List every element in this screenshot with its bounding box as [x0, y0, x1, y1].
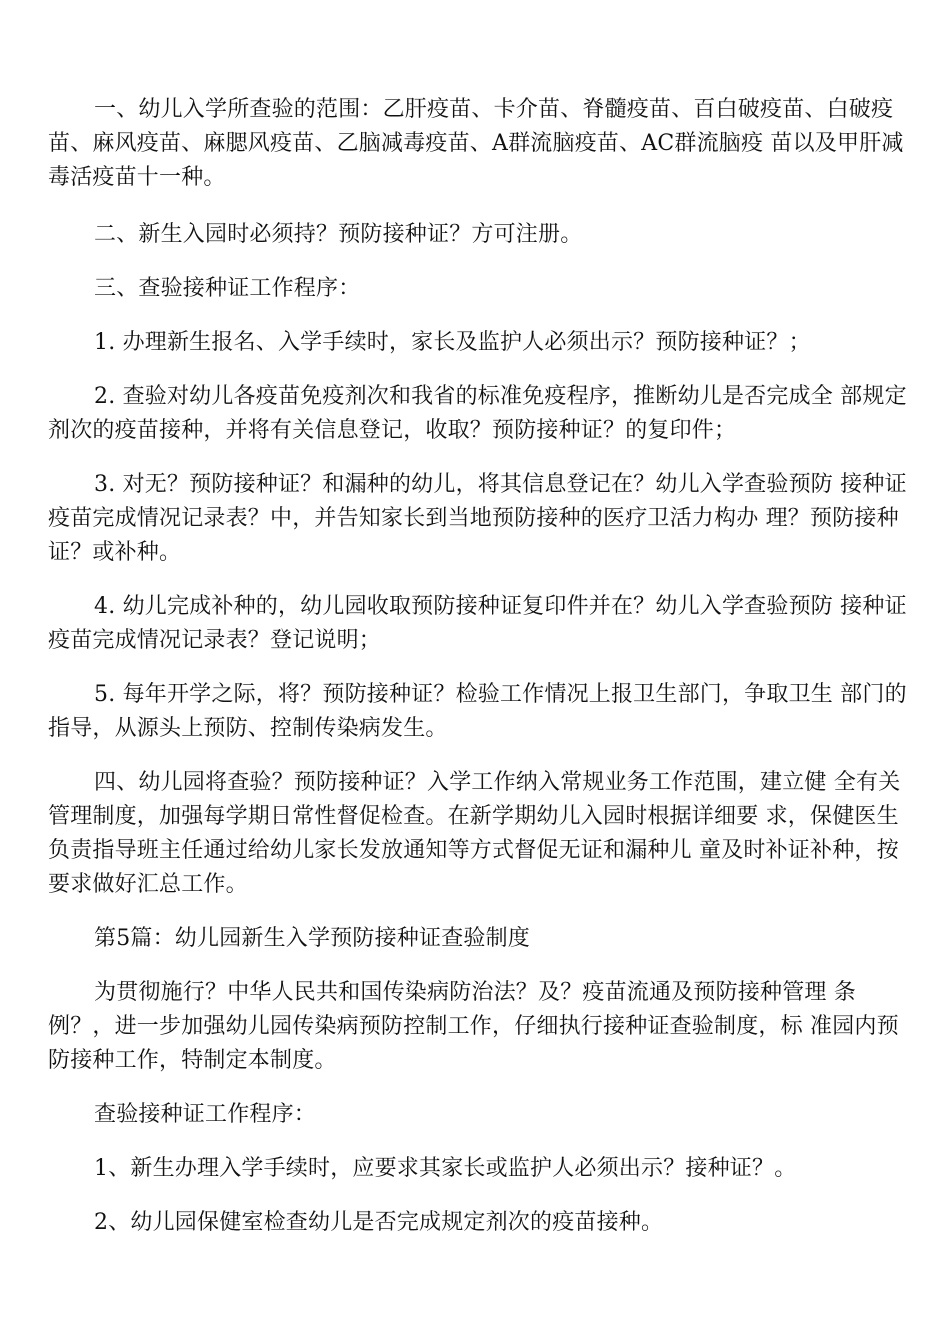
paragraph-vaccine-scope: 一、幼儿入学所查验的范围：乙肝疫苗、卡介苗、脊髓疫苗、百白破疫苗、白破疫苗、麻风疫苗、麻腮风疫苗、乙脑减毒疫苗、A群流脑疫苗、AC群流脑疫 苗以及甲肝减毒活疫苗十一种。	[48, 97, 904, 190]
paragraph-step-1: 1. 办理新生报名、入学手续时，家长及监护人必须出示？预防接种证？；	[94, 330, 811, 355]
paragraph-step-5: 5. 每年开学之际，将？预防接种证？检验工作情况上报卫生部门，争取卫生 部门的指导，从源头上预防、控制传染病发生。	[48, 682, 907, 741]
paragraph-procedure-heading-2: 查验接种证工作程序：	[94, 1102, 317, 1127]
paragraph-procedure-heading: 三、查验接种证工作程序：	[94, 276, 361, 301]
paragraph-item-2: 2、幼儿园保健室检查幼儿是否完成规定剂次的疫苗接种。	[94, 1210, 664, 1235]
section-title-part-5: 第5篇：幼儿园新生入学预防接种证查验制度	[94, 926, 530, 951]
paragraph-step-3: 3. 对无？预防接种证？和漏种的幼儿，将其信息登记在？幼儿入学查验预防 接种证疫苗完成情况记录表？中，并告知家长到当地预防接种的医疗卫活力构办 理？预防接种证？或补种。	[48, 472, 907, 565]
paragraph-item-1: 1、新生办理入学手续时，应要求其家长或监护人必须出示？接种证？。	[94, 1156, 797, 1181]
document-page	[48, 93, 916, 1240]
paragraph-purpose: 为贯彻施行？中华人民共和国传染病防治法？及？疫苗流通及预防接种管理 条例？，进一步加强幼儿园传染病预防控制工作，仔细执行接种证查验制度，标 准园内预防接种工作，特制定本制度。	[48, 980, 899, 1073]
paragraph-step-2: 2. 查验对幼儿各疫苗免疫剂次和我省的标准免疫程序，推断幼儿是否完成全 部规定剂次的疫苗接种，并将有关信息登记，收取？预防接种证？的复印件；	[48, 384, 907, 443]
paragraph-registration-requirement: 二、新生入园时必须持？预防接种证？方可注册。	[94, 222, 583, 247]
paragraph-step-4: 4. 幼儿完成补种的，幼儿园收取预防接种证复印件并在？幼儿入学查验预防 接种证疫苗完成情况记录表？登记说明；	[48, 594, 907, 653]
paragraph-management-system: 四、幼儿园将查验？预防接种证？入学工作纳入常规业务工作范围，建立健 全有关管理制度，加强每学期日常性督促检查。在新学期幼儿入园时根据详细要 求，保健医生负责指导班主任通过给幼儿家长发放通知等方式督促无证和漏种儿 童及时补证补种，按要求做好汇总工作。	[48, 770, 901, 897]
